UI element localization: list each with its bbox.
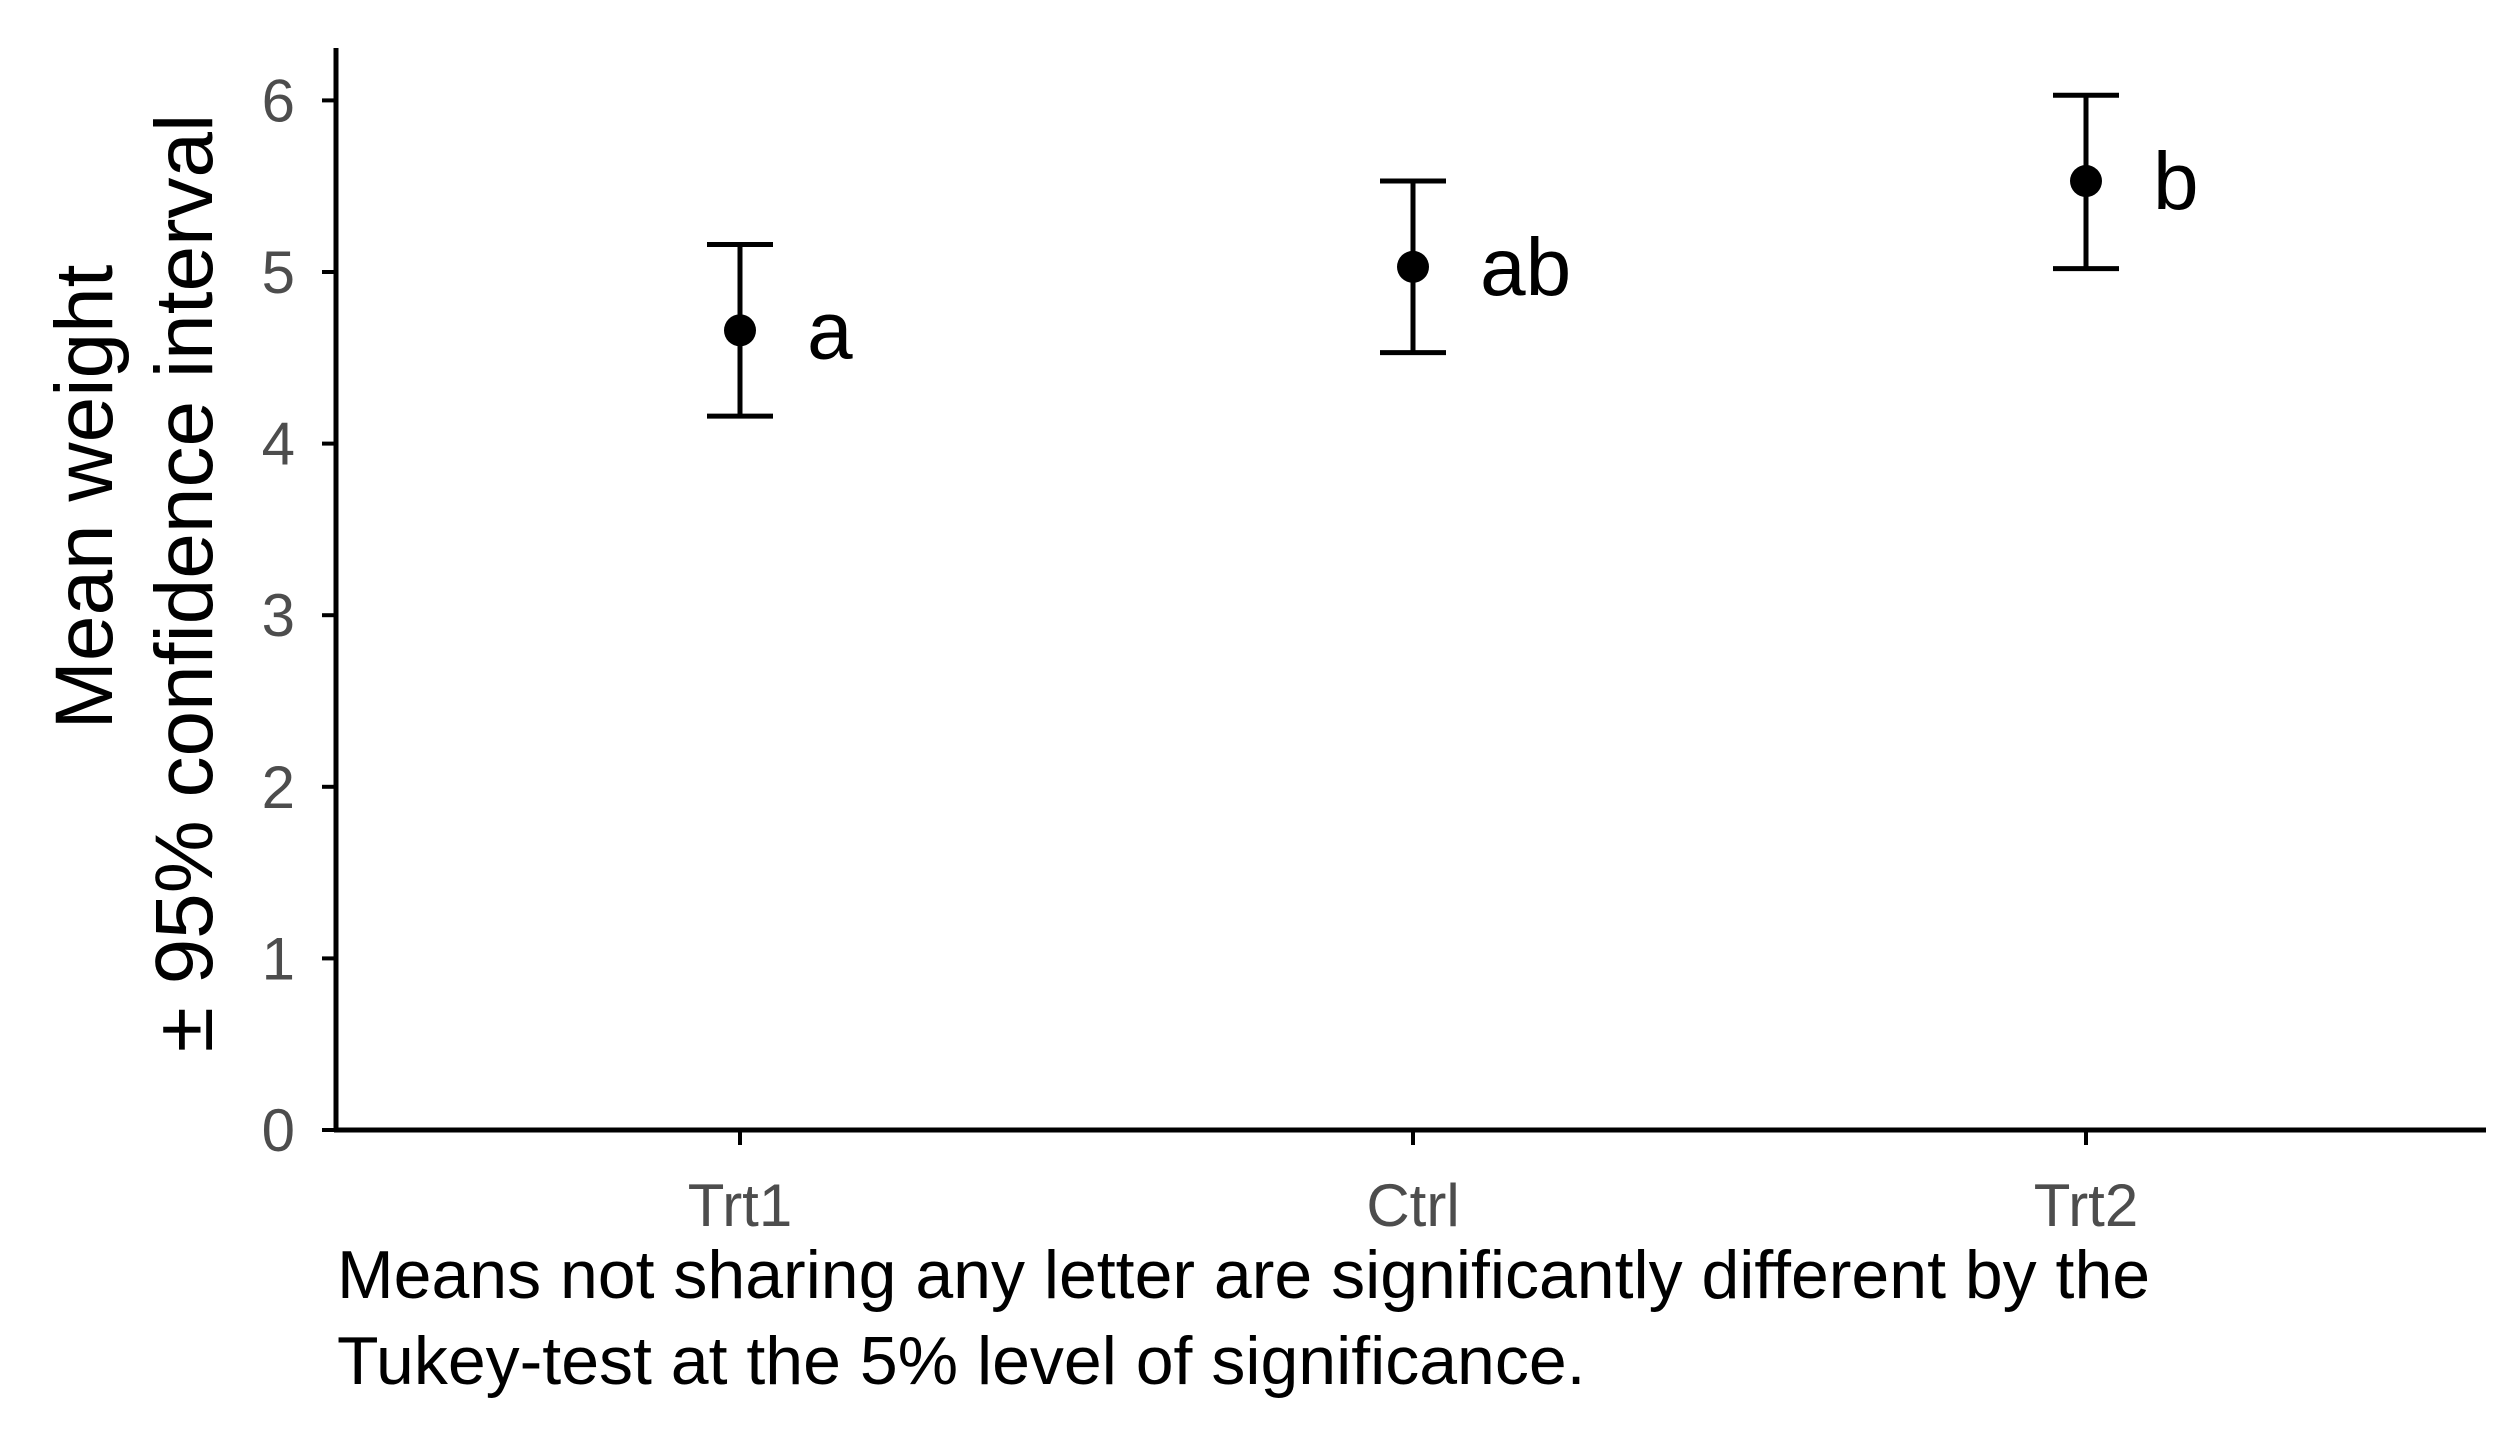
significance-letter: b [2153,136,2199,228]
x-axis-ticks [688,1130,2138,1239]
mean-point [1397,251,1429,283]
y-tick-label: 1 [261,925,295,993]
y-axis-title-line2: ± 95% confidence interval [139,113,230,1053]
y-tick-label: 0 [261,1097,295,1164]
significance-letter: a [807,285,853,377]
data-marks [707,95,2199,416]
y-tick-label: 3 [261,582,295,650]
caption-line2: Tukey-test at the 5% level of significance. [337,1323,1586,1399]
significance-letter: ab [1480,221,1572,313]
y-tick-label: 2 [261,753,295,821]
x-tick-label: Trt1 [687,1172,793,1239]
y-axis-ticks [262,67,336,1164]
mean-point [2070,165,2102,197]
x-tick-label: Ctrl [1366,1172,1460,1239]
y-tick-label: 4 [261,410,295,478]
y-tick-label: 6 [261,67,295,135]
mean-point [724,314,756,346]
y-axis-title-line1: Mean weight [39,264,130,730]
caption-line1: Means not sharing any letter are significantly different by the [337,1237,2151,1313]
x-tick-label: Trt2 [2033,1172,2139,1239]
y-tick-label: 5 [261,239,295,306]
